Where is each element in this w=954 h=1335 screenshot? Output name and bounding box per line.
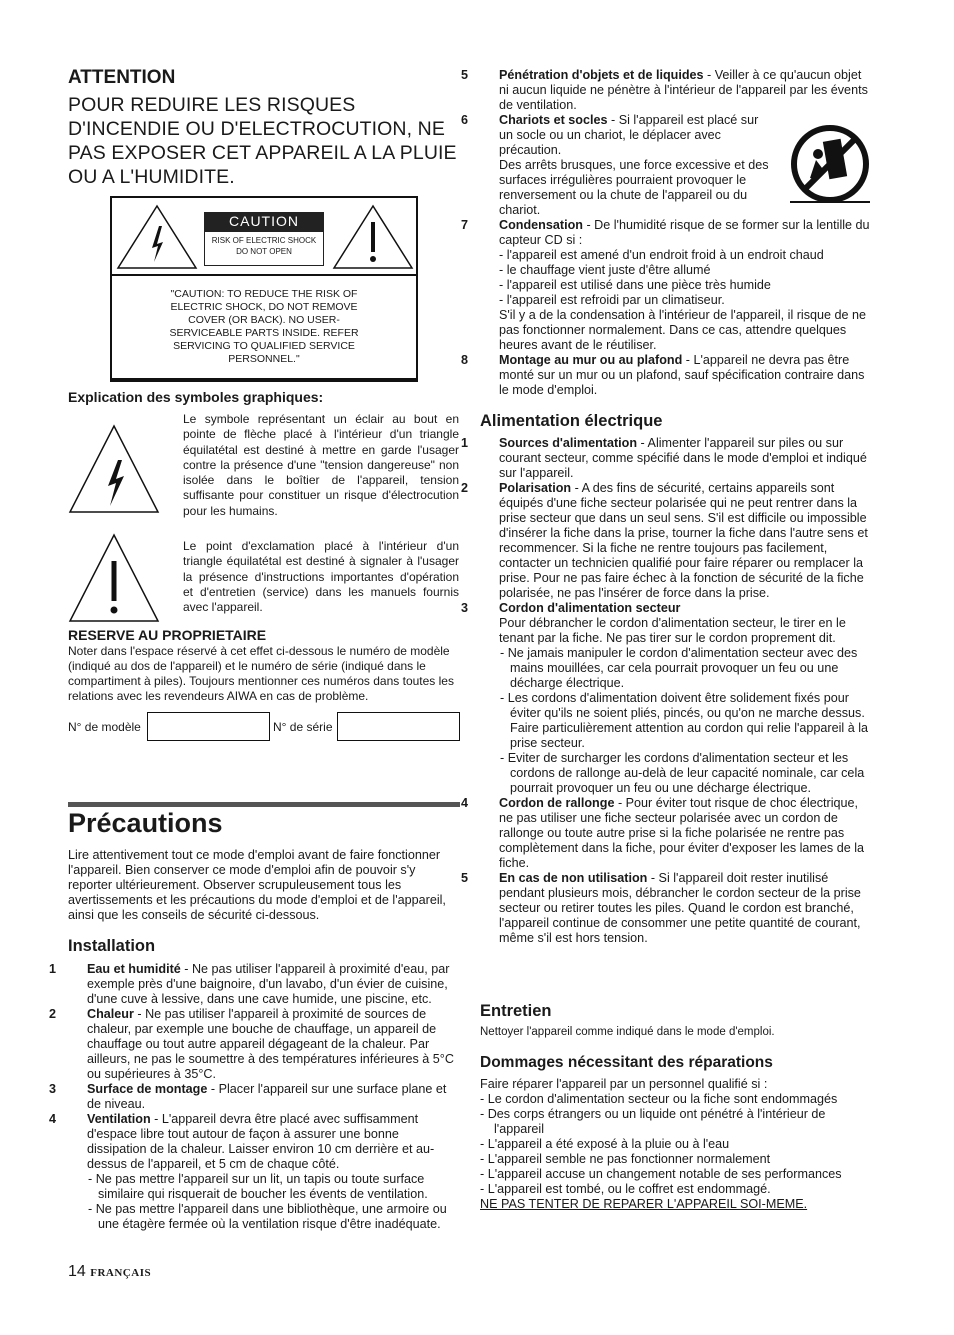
precautions-intro: Lire attentivement tout ce mode d'emploi avant de faire fonctionner l'appareil. Bien conserver ce mode d'emploi afin de pouvoir s'y reporter ultérieurement. Observer scrupuleusement tous les avertissements et les précautions du mode d'emploi et de l'appareil, ainsi que les conseils de sécurité ci-dessous. [68,848,446,922]
installation-heading: Installation [68,937,156,955]
list-item: - Des corps étrangers ou un liquide ont pénétré à l'intérieur de l'appareil [480,1107,826,1136]
attention-heading: ATTENTION [68,67,176,88]
maintenance-text: Nettoyer l'appareil comme indiqué dans le mode d'emploi. [480,1026,775,1038]
exclamation-symbol-text: Le point d'exclamation placé à l'intérieur d'un triangle équilatétal est destiné à signaler à l'usager la présence d'instructions importantes d'opération et d'entretien (service) dans les manuels fournis avec l'appareil. [183,539,459,615]
damage-final-warning: NE PAS TENTER DE REPARER L'APPAREIL SOI-MEME. [480,1197,808,1211]
caution-subbox [204,231,324,266]
list-item: - L'appareil a été exposé à la pluie ou à l'eau [480,1137,730,1151]
list-item: 2 Polarisation - A des fins de sécurité, certains appareils sont équipés d'une fiche secteur polarisée qui ne peut rentrer dans la prise secteur que dans un seul sens. S'il est difficile ou impossible d'insérer la fiche dans la prise, tourner la fiche dans l'autre sens et recommencer. Si la fiche ne rentre toujours pas facilement, contacter un technicien qualifié pour faire réparer ou remplacer la prise. Pour ne pas faire échec à la fonction de sécurité de la fiche polarisée, ne pas l'insérer de force dans la prise. [461,481,868,600]
list-item: - Ne jamais manipuler le cordon d'alimentation secteur avec des mains mouillées, car cela pourrait provoquer un feu ou une décharge électrique. [500,646,858,690]
list-item: - Eviter de surcharger les cordons d'alimentation secteur et les cordons de rallonge au-delà de leur capacité nominale, car cela pourrait provoquer un feu ou une décharge électrique. [500,751,865,795]
list-item: - L'appareil est tombé, ou le coffret est endommagé. [480,1182,771,1196]
list-item: 4 Ventilation - L'appareil devra être placé avec suffisamment d'espace libre tout autour de façon à assurer une bonne dissipation de la chaleur. Laisser environ 10 cm derrière et au-dessus de l'appareil, et 5 cm de chaque côté. [49,1112,435,1171]
list-item: - l'appareil est amené d'un endroit froid à un endroit chaud [499,248,824,262]
caution-body: "CAUTION: TO REDUCE THE RISK OF ELECTRIC SHOCK, DO NOT REMOVE COVER (OR BACK). NO USER-SERVICEABLE PARTS INSIDE. REFER SERVICING TO QUALIFIED SERVICE PERSONNEL." [169,288,359,365]
list-item: 3 Surface de montage - Placer l'appareil sur une surface plane et de niveau. [49,1082,447,1111]
list-item: S'il y a de la condensation à l'intérieur de l'appareil, il risque de ne pas fonctionner normalement. Dans ce cas, attendre quelques heures avant de le réutiliser. [499,308,867,352]
installation-list-continued [461,68,872,398]
caution-label-box [110,196,418,382]
list-item: - Les cordons d'alimentation doivent être solidement fixés pour éviter qu'ils ne soient pliés, pincés, ou qu'on ne marche dessus. Faire particulièrement attention au cordon qui relie l'appareil à la prise secteur. [500,691,869,750]
maintenance-heading: Entretien [480,1002,552,1020]
caution-divider [112,274,416,276]
model-number-field[interactable] [147,712,270,741]
model-label: N° de modèle [68,720,141,734]
list-item: 3 Cordon d'alimentation secteur [461,601,681,615]
list-item: - Ne pas mettre l'appareil sur un lit, un tapis ou toute surface similaire qui risquerait de boucher les évents de ventilation. [88,1172,428,1201]
list-item: - Ne pas mettre l'appareil dans une bibliothèque, une armoire ou une étagère fermée où la ventilation risque d'être inadéquate. [88,1202,447,1231]
list-item: 4 Cordon de rallonge - Pour éviter tout risque de choc électrique, ne pas utiliser une fiche secteur polarisée avec un cordon de rallonge ou toute autre prise si la fiche polarisée ne rentre pas complètement dans la fiche, pour éviter d'exposer les lames de la fiche. [461,796,865,870]
page-num: 14 [68,1263,86,1280]
list-item: 6 Chariots et socles - Si l'appareil est placé sur un socle ou un chariot, le déplacer avec précaution. Des arrêts brusques, une force excessive et des surfaces irrégulières pourraient provoquer le renversement ou la chute de l'appareil ou du chariot. [461,113,769,217]
list-item: - l'appareil est utilisé dans une pièce très humide [499,278,771,292]
lightning-symbol-text: Le symbole représentant un éclair au bout en pointe de flèche placé à l'intérieur d'un triangle équilatétal est destiné à mettre en garde l'usager contre la présence d'une "tension dangereuse" non isolée dans le boîtier de l'appareil, tension suffisante pour constituer un risque d'électrocution pour les humains. [183,412,459,518]
list-item: - l'appareil est refroidi par un climatiseur. [499,293,725,307]
list-item: - Le cordon d'alimentation secteur ou la fiche sont endommagés [480,1092,838,1106]
exclamation-triangle-icon [332,204,414,270]
serial-number-field[interactable] [337,712,460,741]
page-lang: FRANÇAIS [90,1267,152,1279]
lightning-triangle-icon [116,204,198,270]
caution-line2: DO NOT OPEN [236,247,292,256]
list-item: 7 Condensation - De l'humidité risque de se former sur la lentille du capteur CD si : [461,218,870,247]
list-item: - L'appareil accuse un changement notable de ses performances [480,1167,842,1181]
list-item: 8 Montage au mur ou au plafond - L'appareil ne devra pas être monté sur un mur ou un plafond, sauf spécification contraire dans le mode d'emploi. [461,353,865,397]
list-item: Pour débrancher le cordon d'alimentation secteur, le tirer en le tenant par la fiche. Ne pas tirer sur le cordon proprement dit. [499,616,846,645]
list-item: 1 Sources d'alimentation - Alimenter l'appareil sur piles ou sur courant secteur, comme spécifié dans le mode d'emploi et indiqué sur l'appareil. [461,436,867,480]
exclamation-symbol-icon [68,533,160,623]
owner-heading: RESERVE AU PROPRIETAIRE [68,627,267,643]
symbols-heading: Explication des symboles graphiques: [68,389,324,405]
power-heading: Alimentation électrique [480,412,663,430]
list-item: 5 Pénétration d'objets et de liquides - Veiller à ce qu'aucun objet ni aucun liquide ne pénètre à l'intérieur de l'appareil par les évents de ventilation. [461,68,868,112]
list-item: 1 Eau et humidité - Ne pas utiliser l'appareil à proximité d'eau, par exemple près d'une baignoire, d'un lavabo, d'un évier de cuisine, d'une cuve à lessive, dans une cave humide, une piscine, etc. [49,962,450,1006]
lightning-symbol-icon [68,424,160,514]
list-item: - le chauffage vient juste d'être allumé [499,263,711,277]
caution-title: CAUTION [204,212,324,231]
damage-intro: Faire réparer l'appareil par un personnel qualifié si : [480,1077,768,1091]
cart-warning-icon [788,124,872,206]
installation-list [49,962,460,1232]
damage-list [480,1077,872,1212]
power-list [461,436,872,946]
serial-label: N° de série [273,720,333,734]
list-item: - L'appareil semble ne pas fonctionner normalement [480,1152,771,1166]
list-item: 2 Chaleur - Ne pas utiliser l'appareil à proximité de sources de chaleur, par exemple une bouche de chauffage, un appareil de chauffage ou tout autre appareil dégageant de la chaleur. Par ailleurs, ne pas le soumettre à des températures inférieures à 5°C ou supérieures à 35°C. [49,1007,454,1081]
owner-text: Noter dans l'espace réservé à cet effet ci-dessous le numéro de modèle (indiqué au dos de l'appareil) et le numéro de série (indiqué dans le compartiment à piles). Toujours mentionner ces numéros dans toutes les relations avec les revendeurs AIWA en cas de problème. [68,644,454,703]
precautions-title: Précautions [68,808,223,838]
page-number [68,1263,151,1281]
damage-heading: Dommages nécessitant des réparations [480,1054,773,1071]
caution-line1: RISK OF ELECTRIC SHOCK [211,236,317,245]
precautions-rule [68,802,460,807]
attention-warning: POUR REDUIRE LES RISQUES D'INCENDIE OU D'ELECTROCUTION, NE PAS EXPOSER CET APPAREIL A LA PLUIE OU A L'HUMIDITE. [68,94,457,188]
list-item: 5 En cas de non utilisation - Si l'appareil doit rester inutilisé pendant plusieurs mois, débrancher le cordon secteur de la prise secteur ou retirer toutes les piles. Quand le cordon est branché, l'appareil continue de consommer une petite quantité de courant, même s'il est hors tension. [461,871,861,945]
